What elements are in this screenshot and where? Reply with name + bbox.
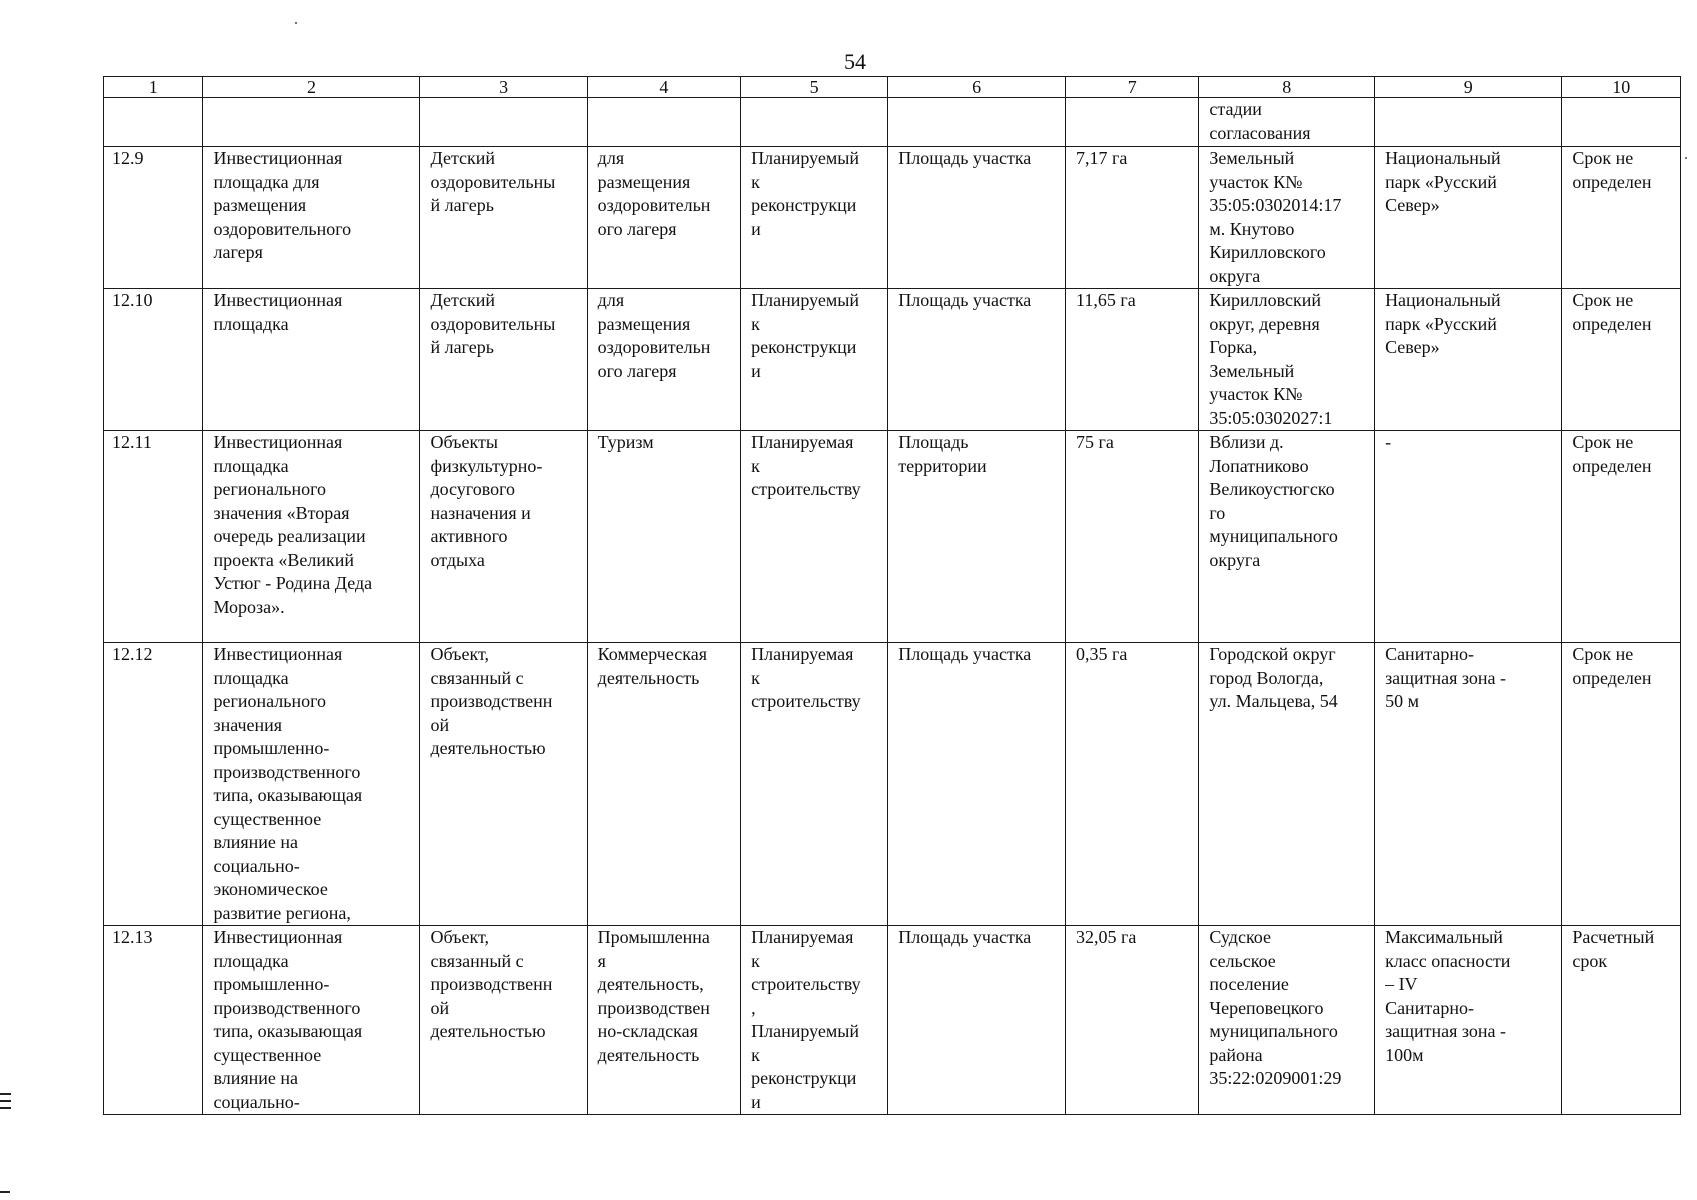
cell-text-line: Инвестиционная xyxy=(213,148,343,168)
cell-text-line: реконструкци xyxy=(751,337,857,357)
cell-text-line: Вблизи д. xyxy=(1209,432,1284,452)
cell-text-line: назначения и xyxy=(430,502,531,523)
cell-text-line: Планируемая xyxy=(751,644,854,664)
cell-text-line: 7,17 га xyxy=(1076,148,1128,168)
cell-text-line: оздоровительного xyxy=(213,218,352,239)
cell-text-line: ул. Мальцева, 54 xyxy=(1209,691,1338,711)
table-cell-col-2 xyxy=(203,147,420,289)
cell-text-line: Устюг - Родина Деда xyxy=(213,573,373,593)
cell-text-line: оздоровительны xyxy=(430,171,556,192)
cell-text-line: регионального xyxy=(213,479,327,499)
cell-text-line: 12.11 xyxy=(112,432,152,452)
cell-text-line: 0,35 га xyxy=(1076,644,1128,664)
cell-text-line: парк «Русский xyxy=(1385,313,1497,334)
table-cell-col-3 xyxy=(420,926,587,1115)
cell-text-line: Площадь участка xyxy=(898,927,1032,947)
table-cell-col-2 xyxy=(203,431,420,643)
cell-text-line: Детский xyxy=(430,148,496,168)
table-cell-col-10 xyxy=(1562,926,1681,1115)
cell-text-line: реконструкци xyxy=(751,195,857,215)
cell-text-line: 12.10 xyxy=(112,290,153,310)
cell-text-line: Максимальный xyxy=(1385,927,1503,947)
cell-text-line: отдыха xyxy=(430,549,485,570)
cell-text-line: парк «Русский xyxy=(1385,171,1497,192)
table-cell-col-1 xyxy=(104,431,203,643)
table-cell-col-9 xyxy=(1375,289,1562,431)
cell-text-line: типа, оказывающая xyxy=(213,785,363,805)
cell-text-line: регионального xyxy=(213,691,327,711)
cell-text-line: строительству xyxy=(751,974,861,994)
column-number-7: 7 xyxy=(1066,77,1199,98)
cell-text-line: определен xyxy=(1572,171,1652,192)
cell-text-line: развитие региона, xyxy=(213,902,351,923)
table-cell-col-7 xyxy=(1066,431,1199,643)
table-cell-col-10 xyxy=(1562,147,1681,289)
cell-text-line: Планируемая xyxy=(751,432,854,452)
cell-text-line: определен xyxy=(1572,455,1652,476)
cell-text-line: физкультурно- xyxy=(430,455,543,476)
cell-text-line: значения xyxy=(213,714,283,735)
cell-text-line: 35:22:0209001:29 xyxy=(1209,1068,1342,1088)
cell-text-line: Север» xyxy=(1385,337,1440,357)
cell-text-line: Кирилловского xyxy=(1209,242,1326,262)
cell-text-line: Объект, xyxy=(430,927,489,947)
cell-text-line: Площадь участка xyxy=(898,644,1032,664)
cell-text-line: для xyxy=(597,148,625,168)
table-cell-col-2 xyxy=(203,289,420,431)
cell-text-line: 12.13 xyxy=(112,927,153,947)
cell-text-line: муниципального xyxy=(1209,1021,1338,1041)
cell-text-line: участок К№ xyxy=(1209,171,1303,192)
cell-text-line: площадка для xyxy=(213,171,320,192)
cell-text-line: 100м xyxy=(1385,1044,1424,1065)
cell-text-line: округа xyxy=(1209,549,1261,570)
table-cell-col-5 xyxy=(741,289,888,431)
cell-text-line: Санитарно- xyxy=(1385,644,1475,664)
cell-text-line: Судское xyxy=(1209,927,1271,947)
table-cell-col-8 xyxy=(1199,431,1375,643)
cell-text-line: Горка, xyxy=(1209,337,1258,357)
cell-text-line: Площадь участка xyxy=(898,148,1032,168)
table-cell-col-4 xyxy=(587,98,740,147)
table-cell-col-5 xyxy=(741,98,888,147)
table-cell-col-2 xyxy=(203,643,420,926)
column-number-4: 4 xyxy=(587,77,740,98)
cell-text-line: определен xyxy=(1572,667,1652,688)
cell-text-line: Объекты xyxy=(430,432,498,452)
cell-text-line: Объект, xyxy=(430,644,489,664)
table-cell-col-4 xyxy=(587,289,740,431)
cell-text-line: Инвестиционная xyxy=(213,644,343,664)
cell-text-line: влияние на xyxy=(213,832,299,852)
table-cell-col-1 xyxy=(104,643,203,926)
table-row xyxy=(104,289,1681,431)
cell-text-line: активного xyxy=(430,526,508,546)
cell-text-line: Планируемый xyxy=(751,148,859,168)
table-cell-col-5 xyxy=(741,431,888,643)
cell-text-line: влияние на xyxy=(213,1068,299,1088)
cell-text-line: Кирилловский xyxy=(1209,290,1322,310)
cell-text-line: деятельностью xyxy=(430,1021,546,1041)
cell-text-line: проекта «Великий xyxy=(213,549,355,570)
cell-text-line: досугового xyxy=(430,479,516,499)
scan-mark xyxy=(0,1107,11,1109)
cell-text-line: 12.12 xyxy=(112,644,153,664)
table-cell-col-7 xyxy=(1066,926,1199,1115)
column-number-8: 8 xyxy=(1199,77,1375,98)
column-number-3: 3 xyxy=(420,77,587,98)
table-cell-col-1 xyxy=(104,147,203,289)
cell-text-line: ой xyxy=(430,997,450,1018)
cell-text-line: строительству xyxy=(751,479,861,499)
cell-text-line: 35:05:0302014:17 xyxy=(1209,195,1342,215)
cell-text-line: типа, оказывающая xyxy=(213,1021,363,1041)
cell-text-line: ого лагеря xyxy=(597,218,677,239)
table-row xyxy=(104,643,1681,926)
cell-text-line: 35:05:0302027:1 xyxy=(1209,407,1333,428)
table-cell-col-5 xyxy=(741,926,888,1115)
cell-text-line: к xyxy=(751,313,760,334)
table-row xyxy=(104,926,1681,1115)
cell-text-line: но-складская xyxy=(597,1021,698,1041)
table-cell-col-9 xyxy=(1375,926,1562,1115)
scan-speck xyxy=(295,22,297,24)
cell-text-line: оздоровительны xyxy=(430,313,556,334)
table-cell-col-3 xyxy=(420,147,587,289)
cell-text-line: реконструкци xyxy=(751,1068,857,1088)
cell-text-line: – IV xyxy=(1385,974,1418,994)
cell-text-line: й лагерь xyxy=(430,337,494,357)
cell-text-line: Площадь xyxy=(898,432,969,452)
cell-text-line: строительству xyxy=(751,691,861,711)
cell-text-line: и xyxy=(751,218,761,239)
cell-text-line: Срок не xyxy=(1572,644,1634,664)
table-cell-col-1 xyxy=(104,926,203,1115)
column-number-10: 10 xyxy=(1562,77,1681,98)
table-cell-col-6 xyxy=(888,147,1066,289)
cell-text-line: Планируемый xyxy=(751,290,859,310)
cell-text-line: согласования xyxy=(1209,122,1311,143)
cell-text-line: сельское xyxy=(1209,950,1276,971)
table-cell-col-3 xyxy=(420,431,587,643)
cell-text-line: промышленно- xyxy=(213,738,330,758)
cell-text-line: Срок не xyxy=(1572,148,1634,168)
table-cell-col-9 xyxy=(1375,643,1562,926)
table-cell-col-5 xyxy=(741,147,888,289)
cell-text-line: муниципального xyxy=(1209,526,1338,546)
cell-text-line: м. Кнутово xyxy=(1209,218,1295,239)
table-cell-col-3 xyxy=(420,289,587,431)
table-cell-col-9 xyxy=(1375,147,1562,289)
table-cell-col-9 xyxy=(1375,431,1562,643)
cell-text-line: производственного xyxy=(213,997,361,1018)
cell-text-line: очередь реализации xyxy=(213,526,366,546)
cell-text-line: 12.9 xyxy=(112,148,144,168)
cell-text-line: округ, деревня xyxy=(1209,313,1320,334)
cell-text-line: 32,05 га xyxy=(1076,927,1137,947)
table-cell-col-2 xyxy=(203,98,420,147)
cell-text-line: 11,65 га xyxy=(1076,290,1136,310)
cell-text-line: Расчетный xyxy=(1572,927,1655,947)
cell-text-line: площадка xyxy=(213,455,289,476)
cell-text-line: ого лагеря xyxy=(597,360,677,381)
cell-text-line: защитная зона - xyxy=(1385,1021,1507,1041)
cell-text-line: деятельность xyxy=(597,1044,700,1065)
cell-text-line: Инвестиционная xyxy=(213,290,343,310)
cell-text-line: деятельностью xyxy=(430,738,546,758)
cell-text-line: Север» xyxy=(1385,195,1440,215)
table-row xyxy=(104,147,1681,289)
cell-text-line: района xyxy=(1209,1044,1263,1065)
planning-objects-table xyxy=(103,76,1681,1115)
table-cell-col-8 xyxy=(1199,98,1375,147)
cell-text-line: го xyxy=(1209,502,1226,523)
column-number-5: 5 xyxy=(741,77,888,98)
cell-text-line: связанный с xyxy=(430,667,524,688)
table-cell-col-8 xyxy=(1199,926,1375,1115)
cell-text-line: связанный с xyxy=(430,950,524,971)
cell-text-line: экономическое xyxy=(213,879,328,899)
table-cell-col-3 xyxy=(420,643,587,926)
table-cell-col-2 xyxy=(203,926,420,1115)
cell-text-line: социально- xyxy=(213,855,300,876)
cell-text-line: Великоустюгско xyxy=(1209,479,1335,499)
scan-mark xyxy=(0,1191,10,1193)
cell-text-line: город Вологда, xyxy=(1209,667,1324,688)
cell-text-line: защитная зона - xyxy=(1385,667,1507,688)
table-row xyxy=(104,98,1681,147)
table-cell-col-8 xyxy=(1199,643,1375,926)
cell-text-line: определен xyxy=(1572,313,1652,334)
cell-text-line: Лопатниково xyxy=(1209,455,1309,476)
table-cell-col-6 xyxy=(888,289,1066,431)
table-cell-col-1 xyxy=(104,289,203,431)
cell-text-line: промышленно- xyxy=(213,974,330,994)
cell-text-line: к xyxy=(751,667,760,688)
table-cell-col-10 xyxy=(1562,289,1681,431)
table-cell-col-6 xyxy=(888,643,1066,926)
table-cell-col-7 xyxy=(1066,289,1199,431)
cell-text-line: площадка xyxy=(213,667,289,688)
cell-text-line: Национальный xyxy=(1385,290,1501,310)
cell-text-line: существенное xyxy=(213,808,322,829)
table-cell-col-4 xyxy=(587,431,740,643)
cell-text-line: оздоровительн xyxy=(597,195,711,215)
cell-text-line: я xyxy=(597,950,606,971)
cell-text-line: и xyxy=(751,360,761,381)
table-cell-col-10 xyxy=(1562,98,1681,147)
table-cell-col-7 xyxy=(1066,643,1199,926)
cell-text-line: ой xyxy=(430,714,450,735)
cell-text-line: социально- xyxy=(213,1091,300,1112)
table-cell-col-10 xyxy=(1562,643,1681,926)
cell-text-line: производственного xyxy=(213,761,361,782)
cell-text-line: Инвестиционная xyxy=(213,927,343,947)
cell-text-line: Санитарно- xyxy=(1385,997,1475,1018)
cell-text-line: Туризм xyxy=(597,432,654,452)
cell-text-line: Земельный xyxy=(1209,360,1295,381)
cell-text-line: - xyxy=(1385,432,1392,452)
column-number-9: 9 xyxy=(1375,77,1562,98)
cell-text-line: 50 м xyxy=(1385,691,1419,711)
cell-text-line: площадка xyxy=(213,313,289,334)
scan-mark xyxy=(0,1100,11,1102)
cell-text-line: Промышленна xyxy=(597,927,710,947)
cell-text-line: й лагерь xyxy=(430,195,494,215)
cell-text-line: округа xyxy=(1209,265,1261,286)
table-cell-col-7 xyxy=(1066,147,1199,289)
cell-text-line: размещения xyxy=(597,313,691,334)
scan-speck xyxy=(1685,157,1687,159)
cell-text-line: Национальный xyxy=(1385,148,1501,168)
cell-text-line: к xyxy=(751,171,760,192)
table-cell-col-1 xyxy=(104,98,203,147)
cell-text-line: стадии xyxy=(1209,99,1262,119)
cell-text-line: Срок не xyxy=(1572,290,1634,310)
cell-text-line: Срок не xyxy=(1572,432,1634,452)
cell-text-line: Земельный xyxy=(1209,148,1295,168)
cell-text-line: деятельность xyxy=(597,667,700,688)
cell-text-line: значения «Вторая xyxy=(213,502,350,523)
cell-text-line: производствен xyxy=(597,997,710,1018)
cell-text-line: Городской округ xyxy=(1209,644,1336,664)
cell-text-line: участок К№ xyxy=(1209,384,1303,404)
cell-text-line: 75 га xyxy=(1076,432,1114,452)
cell-text-line: Планируемый xyxy=(751,1021,859,1041)
cell-text-line: Инвестиционная xyxy=(213,432,343,452)
cell-text-line: размещения xyxy=(213,195,307,215)
cell-text-line: к xyxy=(751,455,760,476)
table-cell-col-6 xyxy=(888,98,1066,147)
table-cell-col-3 xyxy=(420,98,587,147)
cell-text-line: лагеря xyxy=(213,242,263,262)
table-cell-col-4 xyxy=(587,926,740,1115)
table-cell-col-7 xyxy=(1066,98,1199,147)
cell-text-line: для xyxy=(597,290,625,310)
cell-text-line: класс опасности xyxy=(1385,950,1511,971)
cell-text-line: Череповецкого xyxy=(1209,997,1324,1018)
table-cell-col-10 xyxy=(1562,431,1681,643)
table-cell-col-5 xyxy=(741,643,888,926)
cell-text-line: производственн xyxy=(430,974,553,994)
cell-text-line: производственн xyxy=(430,691,553,711)
cell-text-line: Площадь участка xyxy=(898,290,1032,310)
cell-text-line: Планируемая xyxy=(751,927,854,947)
cell-text-line: деятельность, xyxy=(597,974,704,994)
cell-text-line: и xyxy=(751,1091,761,1112)
cell-text-line: к xyxy=(751,1044,760,1065)
column-number-2: 2 xyxy=(203,77,420,98)
cell-text-line: территории xyxy=(898,455,987,476)
cell-text-line: , xyxy=(751,997,756,1018)
cell-text-line: срок xyxy=(1572,950,1608,971)
cell-text-line: площадка xyxy=(213,950,289,971)
table-cell-col-6 xyxy=(888,926,1066,1115)
cell-text-line: Коммерческая xyxy=(597,644,707,664)
cell-text-line: Детский xyxy=(430,290,496,310)
column-number-1: 1 xyxy=(104,77,203,98)
table-cell-col-8 xyxy=(1199,147,1375,289)
cell-text-line: поселение xyxy=(1209,974,1289,994)
cell-text-line: размещения xyxy=(597,171,691,192)
table-cell-col-4 xyxy=(587,147,740,289)
cell-text-line: существенное xyxy=(213,1044,322,1065)
table-cell-col-9 xyxy=(1375,98,1562,147)
scan-mark xyxy=(0,1093,11,1095)
column-number-6: 6 xyxy=(888,77,1066,98)
cell-text-line: Мороза». xyxy=(213,596,285,617)
cell-text-line: к xyxy=(751,950,760,971)
page-number: 54 xyxy=(844,49,866,74)
cell-text-line: оздоровительн xyxy=(597,337,711,357)
table-row xyxy=(104,431,1681,643)
column-number-header-row xyxy=(104,77,1681,98)
table-cell-col-6 xyxy=(888,431,1066,643)
table-cell-col-8 xyxy=(1199,289,1375,431)
table-cell-col-4 xyxy=(587,643,740,926)
